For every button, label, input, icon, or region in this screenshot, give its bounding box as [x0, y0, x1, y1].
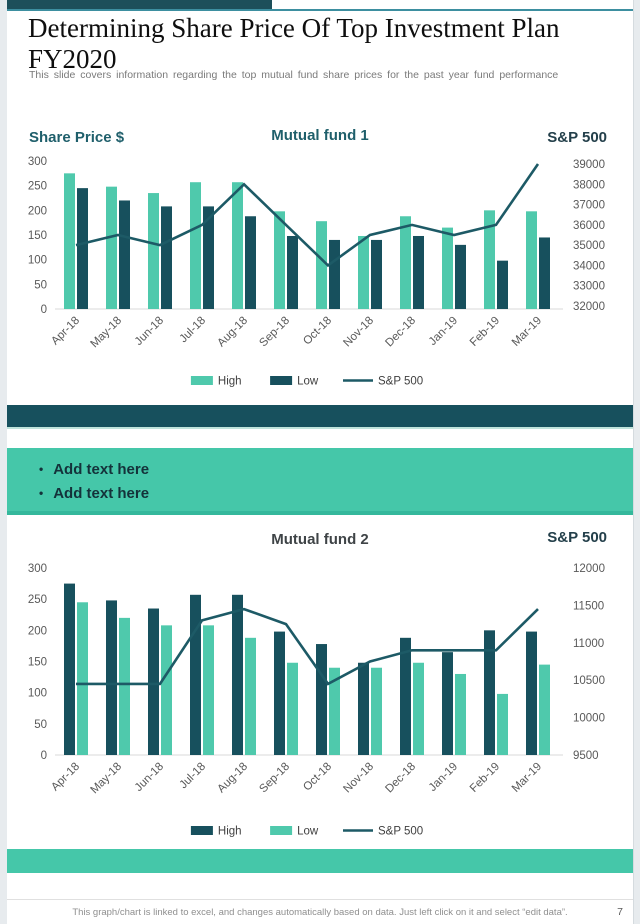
y-axis-left-tick: 0 — [40, 750, 47, 762]
chart-mutual-fund-1[interactable] — [15, 150, 631, 398]
bar-low-Mar-19 — [539, 237, 550, 309]
y-axis-right-tick: 11000 — [573, 637, 605, 650]
x-axis-label: Jun-18 — [132, 760, 167, 794]
y-axis-right-tick: 12000 — [573, 563, 605, 575]
bar-low-May-18 — [119, 200, 130, 309]
y-axis-right-tick: 38000 — [573, 179, 605, 192]
header-accent-bar — [7, 0, 272, 9]
legend-label: High — [217, 825, 242, 838]
y-axis-right-tick: 11500 — [573, 600, 605, 613]
x-axis-label: Oct-18 — [301, 760, 335, 794]
bar-high-Nov-18 — [358, 236, 369, 309]
y-axis-right-tick: 36000 — [573, 219, 605, 232]
y-axis-left-tick: 200 — [27, 625, 47, 638]
chart1-right-axis-title: S&P 500 — [547, 129, 607, 146]
bar-high-Mar-19 — [526, 632, 537, 755]
placeholder-bullet[interactable]: • Add text here — [39, 458, 633, 482]
bar-low-Jan-19 — [455, 674, 466, 755]
x-axis-label: Nov-18 — [341, 760, 377, 796]
y-axis-right-tick: 34000 — [573, 260, 605, 273]
y-axis-right-tick: 37000 — [573, 199, 605, 212]
bar-high-Nov-18 — [358, 663, 369, 755]
legend-swatch-high — [191, 376, 213, 385]
chart1-left-axis-title: Share Price $ — [29, 129, 125, 146]
x-axis-label: Sep-18 — [257, 760, 293, 796]
text-placeholder-band[interactable] — [7, 448, 633, 515]
bar-high-May-18 — [106, 600, 117, 755]
footer-accent-band — [7, 849, 633, 873]
bar-low-Apr-18 — [77, 602, 88, 755]
y-axis-left-tick: 100 — [27, 254, 47, 267]
x-axis-label: Jan-19 — [426, 760, 461, 794]
bar-high-Jan-19 — [442, 228, 453, 309]
bar-low-Jun-18 — [161, 206, 172, 309]
chart-canvas — [15, 558, 631, 846]
x-axis-label: Apr-18 — [49, 314, 83, 348]
legend-swatch-low — [270, 826, 292, 835]
bar-low-Dec-18 — [413, 236, 424, 309]
chart1-title: Mutual fund 1 — [271, 127, 369, 144]
bar-high-Sep-18 — [274, 211, 285, 309]
y-axis-right-tick: 39000 — [573, 159, 605, 171]
sp500-line — [76, 609, 538, 684]
x-axis-label: Dec-18 — [383, 760, 419, 796]
bar-high-Jul-18 — [190, 595, 201, 755]
footer-note: This graph/chart is linked to excel, and changes automatically based on data. Just left click on it and select “edit data”. — [72, 907, 568, 918]
y-axis-left-tick: 100 — [27, 687, 47, 700]
bar-low-Aug-18 — [245, 638, 256, 755]
x-axis-label: Jan-19 — [426, 314, 461, 348]
bar-high-Sep-18 — [274, 632, 285, 755]
bar-high-Oct-18 — [316, 221, 327, 309]
bar-low-Feb-19 — [497, 261, 508, 309]
bar-high-Jun-18 — [148, 609, 159, 755]
bar-high-Dec-18 — [400, 216, 411, 309]
x-axis-label: Aug-18 — [215, 314, 251, 350]
bar-high-Jan-19 — [442, 652, 453, 755]
bar-high-Mar-19 — [526, 211, 537, 309]
bar-high-Apr-18 — [64, 584, 75, 755]
chart-mutual-fund-2[interactable] — [15, 558, 631, 846]
y-axis-right-tick: 10500 — [573, 675, 605, 688]
y-axis-left-tick: 150 — [27, 656, 47, 669]
bar-low-Sep-18 — [287, 663, 298, 755]
bar-high-Oct-18 — [316, 644, 327, 755]
legend-label: Low — [297, 375, 319, 388]
y-axis-right-tick: 10000 — [573, 712, 605, 725]
bar-low-Sep-18 — [287, 236, 298, 309]
x-axis-label: Jul-18 — [177, 760, 209, 792]
y-axis-left-tick: 150 — [27, 230, 47, 242]
y-axis-left-tick: 50 — [34, 279, 47, 292]
footer — [7, 899, 633, 924]
page-subtitle: This slide covers information regarding the top mutual fund share prices for the past year fund performance — [29, 69, 559, 81]
x-axis-label: Oct-18 — [301, 314, 335, 348]
header-accent-line — [7, 9, 633, 11]
x-axis-label: Apr-18 — [49, 760, 83, 794]
chart2-right-axis-title: S&P 500 — [547, 529, 607, 546]
x-axis-label: Sep-18 — [257, 314, 293, 350]
sp500-line — [76, 164, 538, 265]
bar-low-Nov-18 — [371, 240, 382, 309]
y-axis-right-tick: 9500 — [573, 750, 599, 762]
placeholder-bullet[interactable]: • Add text here — [39, 482, 633, 506]
x-axis-label: Dec-18 — [383, 314, 419, 350]
bar-low-Dec-18 — [413, 663, 424, 755]
legend-swatch-low — [270, 376, 292, 385]
legend-label: High — [217, 375, 242, 388]
bar-high-Jul-18 — [190, 182, 201, 309]
bar-low-Jun-18 — [161, 625, 172, 755]
x-axis-label: Jun-18 — [132, 314, 167, 348]
x-axis-label: Mar-19 — [509, 760, 545, 795]
x-axis-label: Nov-18 — [341, 314, 377, 350]
bar-low-Jan-19 — [455, 245, 466, 309]
bar-low-Mar-19 — [539, 665, 550, 755]
bar-low-May-18 — [119, 618, 130, 755]
bar-low-Jul-18 — [203, 625, 214, 755]
x-axis-label: Jul-18 — [177, 314, 209, 346]
divider-band — [7, 405, 633, 429]
x-axis-label: Feb-19 — [467, 760, 503, 795]
x-axis-label: May-18 — [88, 314, 125, 351]
y-axis-right-tick: 35000 — [573, 240, 605, 253]
slide — [7, 0, 634, 924]
bar-high-Dec-18 — [400, 638, 411, 755]
y-axis-left-tick: 0 — [40, 304, 47, 316]
y-axis-left-tick: 300 — [27, 563, 47, 575]
bar-high-Aug-18 — [232, 595, 243, 755]
x-axis-label: Mar-19 — [509, 314, 545, 349]
bar-high-May-18 — [106, 187, 117, 309]
y-axis-left-tick: 200 — [27, 205, 47, 218]
chart2-title: Mutual fund 2 — [271, 531, 369, 548]
page-number: 7 — [617, 906, 623, 918]
bar-low-Oct-18 — [329, 240, 340, 309]
x-axis-label: Feb-19 — [467, 314, 503, 349]
legend-label: Low — [297, 825, 319, 838]
placeholder-bullet-list — [25, 458, 633, 506]
y-axis-left-tick: 250 — [27, 594, 47, 607]
legend-label: S&P 500 — [378, 375, 424, 388]
y-axis-left-tick: 300 — [27, 156, 47, 168]
bar-high-Aug-18 — [232, 182, 243, 309]
x-axis-label: Aug-18 — [215, 760, 251, 796]
y-axis-right-tick: 33000 — [573, 280, 605, 293]
y-axis-left-tick: 50 — [34, 718, 47, 731]
bar-high-Jun-18 — [148, 193, 159, 309]
chart-canvas — [15, 150, 631, 398]
bar-low-Nov-18 — [371, 668, 382, 755]
bar-high-Apr-18 — [64, 173, 75, 309]
x-axis-label: May-18 — [88, 760, 125, 797]
legend-label: S&P 500 — [378, 825, 424, 838]
y-axis-left-tick: 250 — [27, 180, 47, 193]
bar-low-Feb-19 — [497, 694, 508, 755]
bar-low-Aug-18 — [245, 216, 256, 309]
bar-low-Apr-18 — [77, 188, 88, 309]
y-axis-right-tick: 32000 — [573, 301, 605, 313]
page-title: Determining Share Price Of Top Investment Plan FY2020 — [28, 13, 560, 75]
legend-swatch-high — [191, 826, 213, 835]
